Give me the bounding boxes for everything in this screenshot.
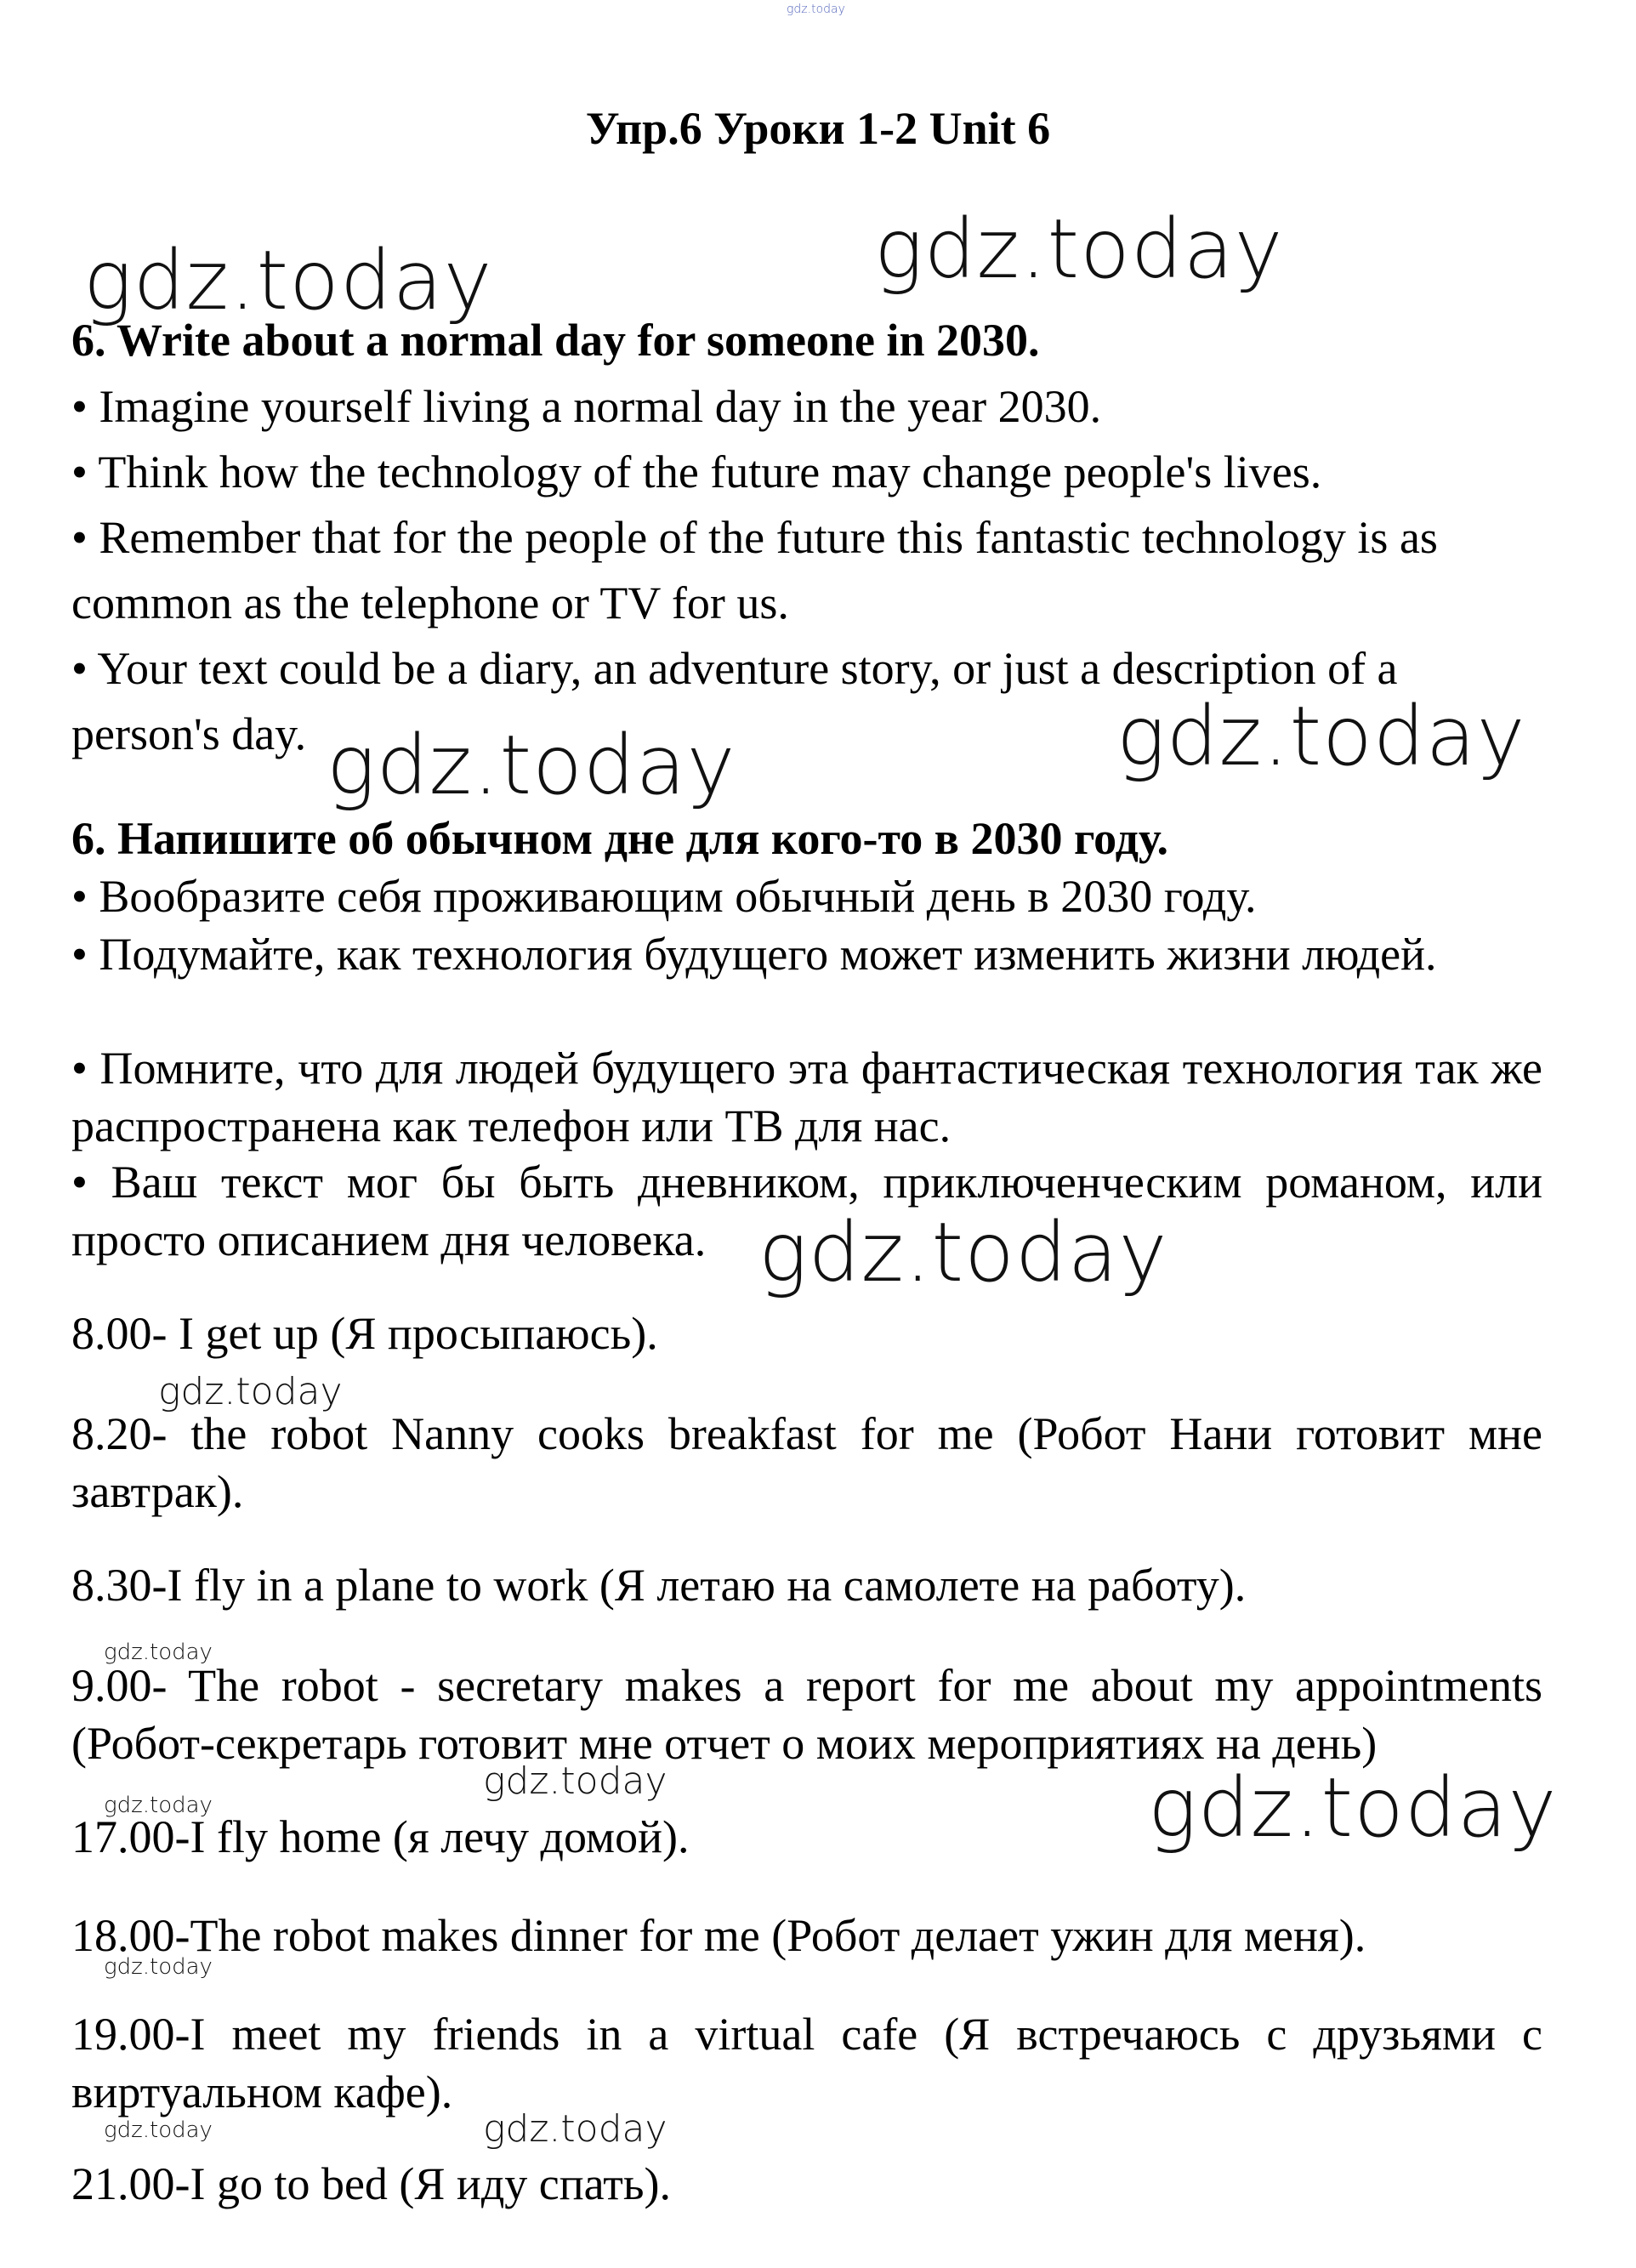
task-en-heading: 6. Write about a normal day for someone in 2030. (71, 315, 1040, 366)
task-ru-bullet: • Помните, что для людей будущего эта фантастическая технология так же распространена как телефон или ТВ для нас. (71, 1043, 1542, 1151)
watermark: gdz.today (1116, 689, 1526, 784)
task-ru-bullet: • Вообразите себя проживающим обычный день в 2030 году. (71, 871, 1257, 922)
watermark: gdz.today (158, 1370, 343, 1413)
schedule-item: 8.30-I fly in a plane to work (Я летаю на самолете на работу). (71, 1560, 1247, 1611)
schedule-item: 19.00-I meet my friends in a virtual cafe (Я встречаюсь с друзьями с виртуальном кафе). (71, 2009, 1542, 2117)
task-ru-bullet: • Ваш текст мог бы быть дневником, приключенческим романом, или просто описанием дня человека. (71, 1157, 1542, 1265)
watermark: gdz.today (1148, 1760, 1558, 1856)
schedule-item: 17.00-I fly home (я лечу домой). (71, 1811, 690, 1862)
task-en-bullet: • Think how the technology of the future may change people's lives. (71, 446, 1322, 497)
watermark: gdz.today (483, 2107, 667, 2151)
watermark: gdz.today (104, 2117, 213, 2143)
schedule-item: 9.00- The robot - secretary makes a report for me about my appointments (Робот-секретарь готовит мне отчет о моих мероприятиях на день) (71, 1660, 1542, 1769)
task-ru-bullet: • Подумайте, как технология будущего может изменить жизни людей. (71, 929, 1437, 980)
task-en-bullet: • Remember that for the people of the future this fantastic technology is as common as the telephone or TV for us. (71, 512, 1438, 628)
schedule-item: 8.20- the robot Nanny cooks breakfast for me (Робот Нани готовит мне завтрак). (71, 1408, 1542, 1517)
page-title: Упр.6 Уроки 1-2 Unit 6 (585, 103, 1051, 154)
watermark-small-top: gdz.today (787, 3, 845, 16)
watermark: gdz.today (104, 1793, 213, 1818)
watermark: gdz.today (758, 1205, 1168, 1300)
schedule-item: 21.00-I go to bed (Я иду спать). (71, 2158, 671, 2209)
watermark: gdz.today (483, 1759, 667, 1803)
task-en-bullet: • Your text could be a diary, an adventure story, or just a description of a person's day. (71, 643, 1398, 759)
task-en-bullet: • Imagine yourself living a normal day in the year 2030. (71, 381, 1102, 432)
watermark: gdz.today (83, 233, 493, 328)
watermark: gdz.today (327, 718, 736, 813)
watermark: gdz.today (874, 202, 1284, 297)
schedule-item: 8.00- I get up (Я просыпаюсь). (71, 1308, 658, 1359)
schedule-item: 18.00-The robot makes dinner for me (Робот делает ужин для меня). (71, 1910, 1366, 1961)
task-ru-heading: 6. Напишите об обычном дне для кого-то в 2030 году. (71, 813, 1168, 864)
watermark: gdz.today (104, 1954, 213, 1980)
watermark: gdz.today (104, 1640, 213, 1665)
